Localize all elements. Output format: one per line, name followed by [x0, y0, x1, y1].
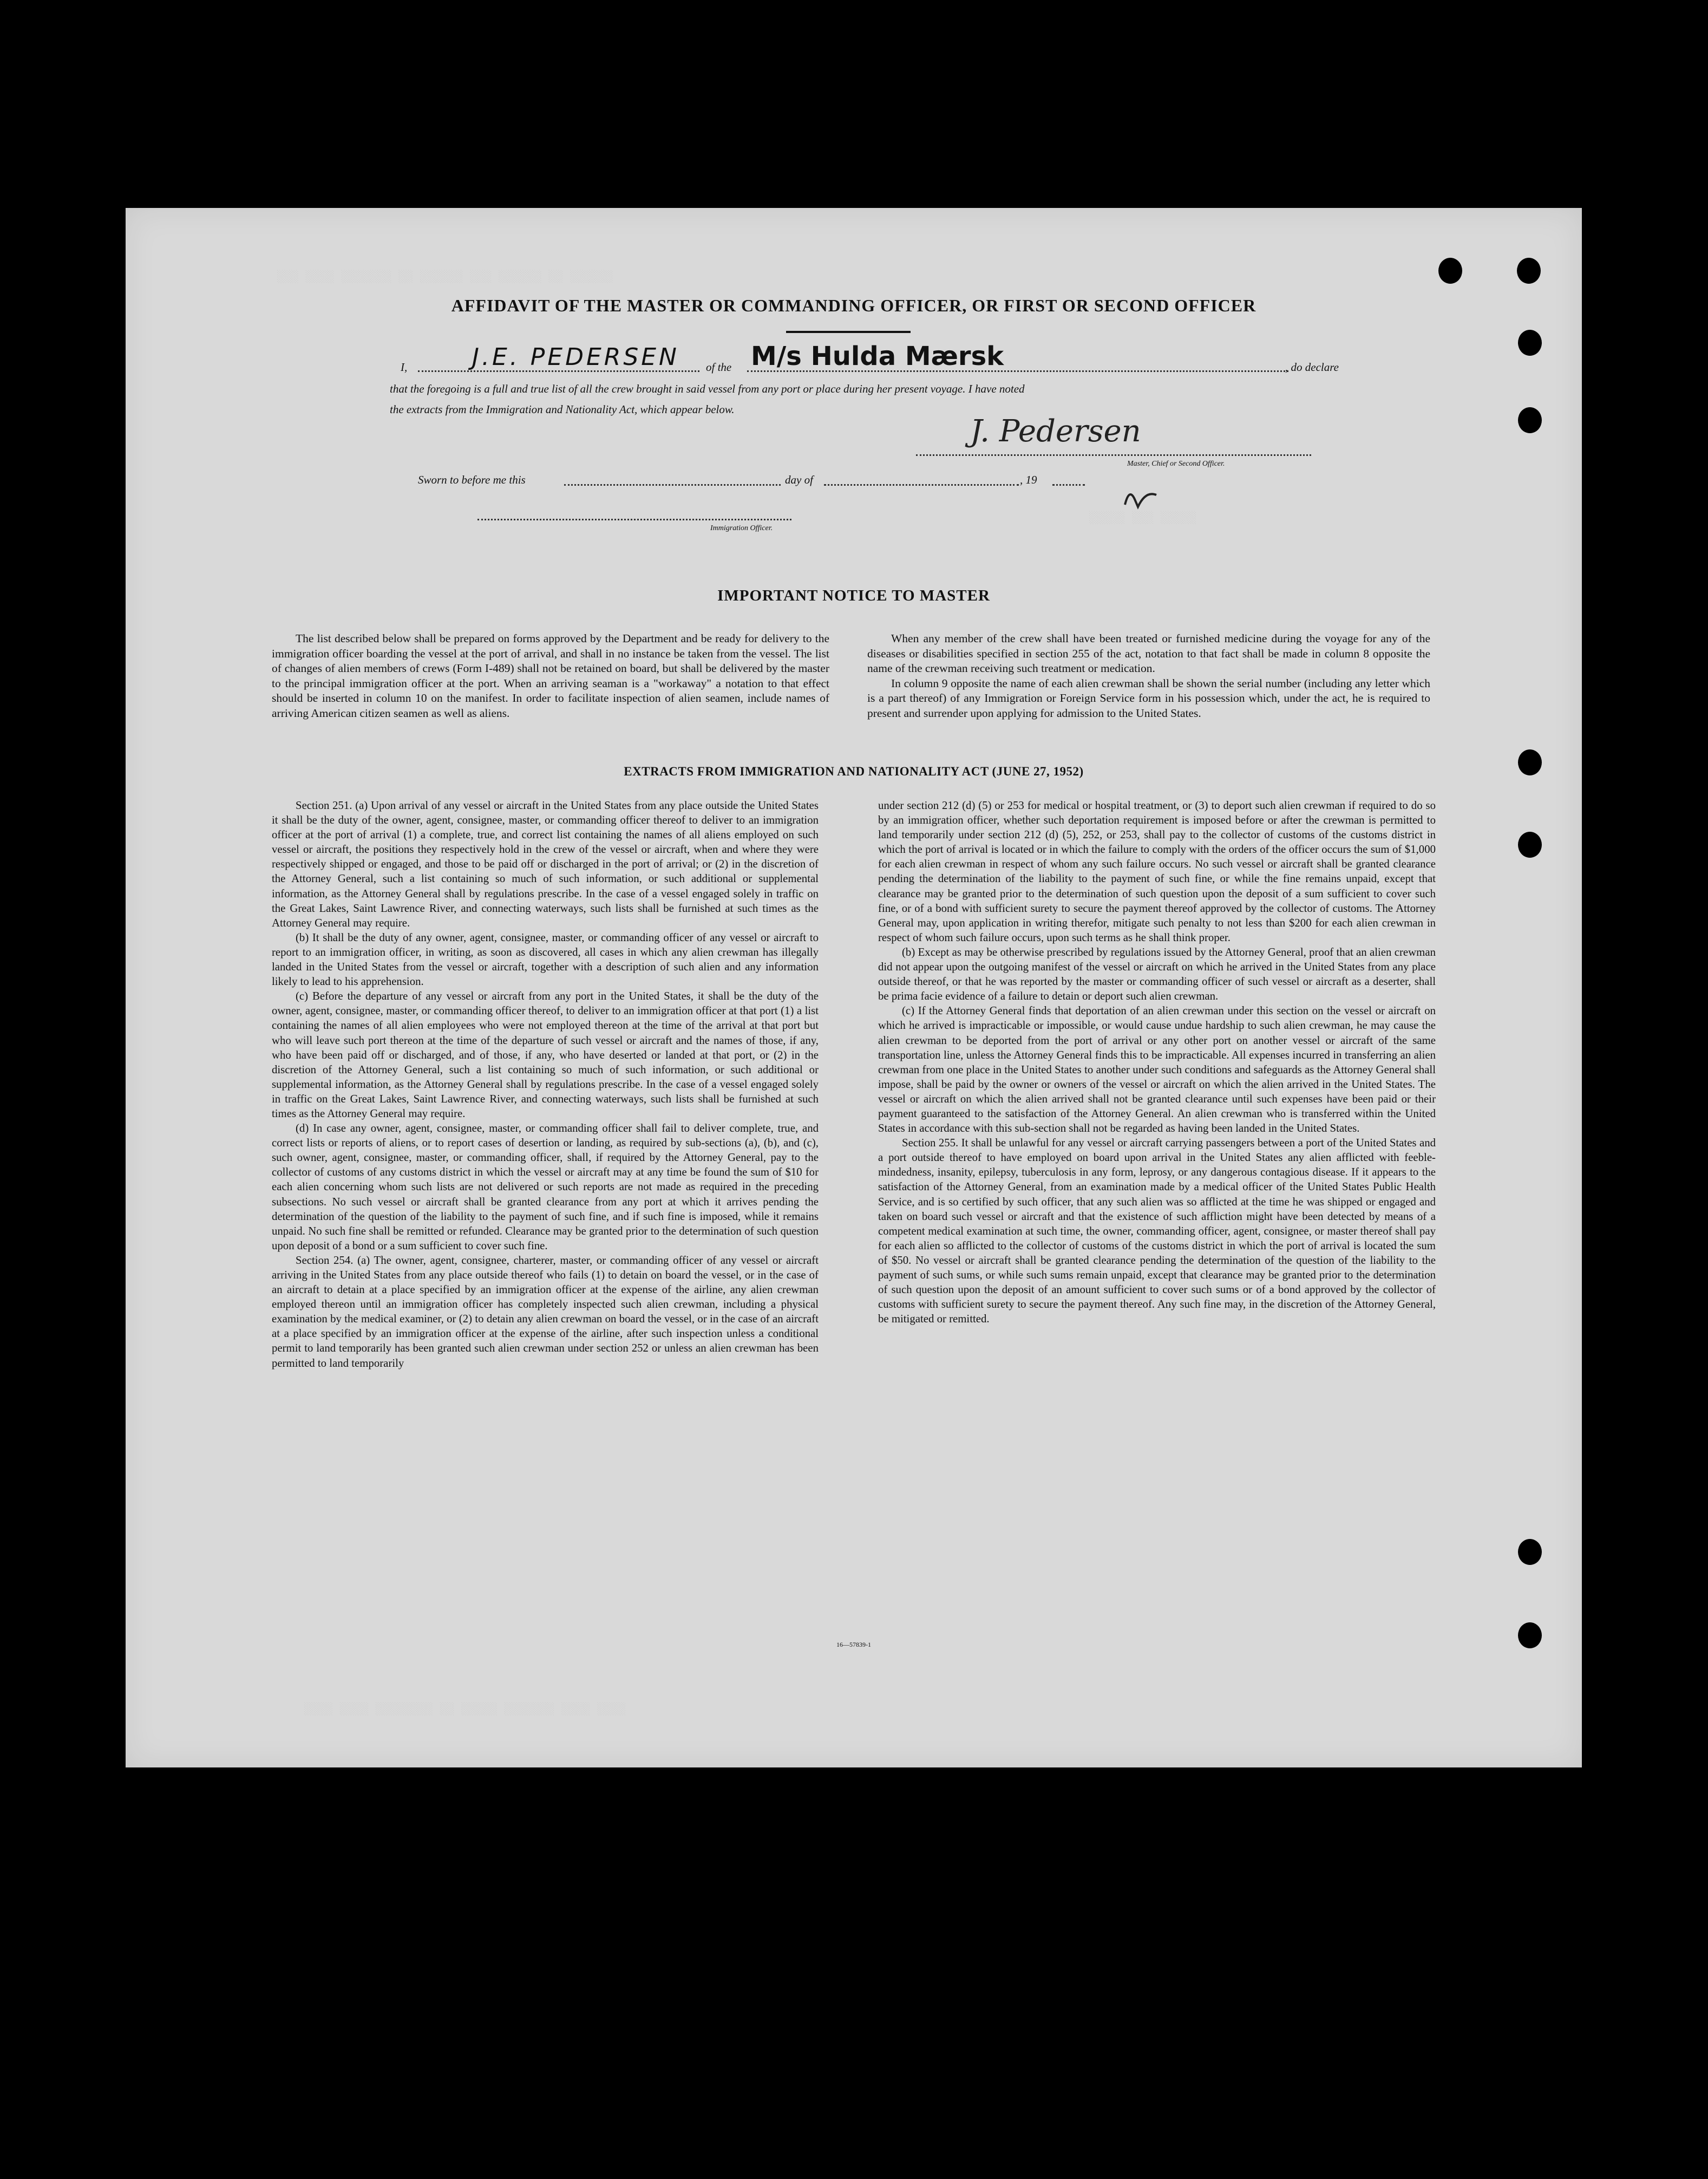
bleed-through-text: ░░░░░ ░░░ ░░░░░ [1089, 511, 1197, 525]
print-code: 16—57839-1 [836, 1641, 871, 1648]
punch-hole [1518, 749, 1542, 775]
i-label: I, [401, 361, 408, 374]
handwritten-initials [1122, 483, 1160, 513]
signature-line [916, 454, 1311, 456]
statute-paragraph: under section 212 (d) (5) or 253 for medical or hospital treatment, or (3) to deport such alien crewman if required to do so by an immigration officer, whether such deportation requirement is imposed before or after the crewman is permitted to land temporarily under section 212 (d) (5), 252, or 253, shall pay to the collector of customs of the customs district in which the port of arrival is located or in which the failure to comply with the orders of the officer occurs the sum of $1,000 for each alien crewman in respect of whom any such failure occurs. No such vessel or aircraft shall be granted clearance pending the determination of the liability to the payment of such fine, or while the fine remains unpaid, except that clearance may be granted prior to the determination of such question upon the deposit of a sum sufficient to cover such fine, or of a bond with sufficient surety to secure the payment thereof approved by the collector of customs. The Attorney General may, upon application in writing therefor, mitigate such penalty to not less than $200 for each alien crewman in respect of whom such failure occurs, upon such terms as he shall think proper. [878, 799, 1436, 944]
of-the-label: of the [706, 361, 732, 374]
declaration-line-3: the extracts from the Immigration and Nationality Act, which appear below. [390, 403, 735, 416]
statute-paragraph: (d) In case any owner, agent, consignee, master, or commanding officer shall fail to deliver complete, true, and correct lists or reports of aliens, or to report cases of desertion or landing, as required by sub-sections (a), (b), and (c), such owner, agent, consignee, master, or commanding officer, shall, if required by the Attorney General, pay to the collector of customs of any customs district in which the vessel or aircraft may at any time be found the sum of $10 for each alien concerning whom such lists are not delivered or such reports are not made as required in the preceding subsections. No such vessel or aircraft shall be granted clearance from any port at which it arrives pending the determination of the question of the liability to the payment of such fine, and if such fine is imposed, while it remains unpaid. No such fine shall be remitted or refunded. Clearance may be granted prior to the determination of such question upon deposit of a bond or a sum sufficient to cover such fine. [272, 1122, 819, 1252]
year-label: , 19 [1020, 473, 1037, 486]
do-declare-label: , do declare [1285, 361, 1339, 374]
extracts-left-column [272, 798, 819, 1371]
bleed-through-text: ░░░░ ░░░░ ░░░░░░░░ ░░ ░░░░░ ░░░░░░░ ░░░░ ░░░░ [304, 1702, 626, 1716]
notice-left-column [272, 631, 829, 721]
statute-paragraph: Section 255. It shall be unlawful for any vessel or aircraft carrying passengers between a port of the United States and a port outside thereof to have employed on board upon arrival in the United States any alien afflicted with feeble-mindedness, insanity, epilepsy, tuberculosis in any form, leprosy, or any dangerous contagious disease. If it appears to the satisfaction of the Attorney General, from an examination made by a medical officer of the United States Public Health Service, and is so certified by such officer, that any such alien was so afflicted at the time he was shipped or engaged and taken on board such vessel or aircraft and that the existence of such affliction might have been detected by means of a competent medical examination at such time, the owner, commanding officer, agent, consignee, or master thereof shall pay for each alien so afflicted to the collector of customs of the customs district in which the port of arrival is located the sum of $50. No vessel or aircraft shall be granted clearance pending the determination of the question of the liability to the payment of such sums, or while such sums remain unpaid, except that clearance may be granted prior to the determination of such question upon the deposit of an amount sufficient to cover such sums or of a bond approved by the collector of customs with sufficient surety to secure the payment thereof. Any such fine may, in the discretion of the Attorney General, be mitigated or remitted. [878, 1137, 1436, 1326]
statute-paragraph: (b) It shall be the duty of any owner, agent, consignee, master, or commanding officer of any vessel or aircraft to report to an immigration officer, in writing, as soon as discovered, all cases in which any alien crewman has illegally landed in the United States from the vessel or aircraft, together with a description of such alien and any information likely to lead to his apprehension. [272, 931, 819, 988]
statute-paragraph: Section 251. (a) Upon arrival of any vessel or aircraft in the United States from any place outside the United States it shall be the duty of the owner, agent, consignee, master, or commanding officer thereof to deliver to an immigration officer at the port of arrival (1) a complete, true, and correct list containing the names of all aliens employed on such vessel or aircraft, the positions they respectively hold in the crew of the vessel or aircraft, when and where they were respectively shipped or engaged, and those to be paid off or discharged in the port of arrival; or (2) in the discretion of the Attorney General, such a list containing so much of such information, or such additional or supplemental information, as the Attorney General shall by regulations prescribe. In the case of a vessel engaged solely in traffic on the Great Lakes, Saint Lawrence River, and connecting waterways, such lists shall be furnished at such times as the Attorney General may require. [272, 799, 819, 929]
day-of-label: day of [785, 473, 813, 486]
immigration-officer-caption: Immigration Officer. [710, 524, 773, 532]
officer-name-handwritten: J.E. PEDERSEN [472, 343, 679, 371]
notice-paragraph: When any member of the crew shall have been treated or furnished medicine during the voyage for any of the diseases or disabilities specified in section 255 of the act, notation to that fact shall be made in column 8 opposite the name of the crewman receiving such treatment or medication. [867, 632, 1430, 675]
master-signature: J. Pedersen [970, 414, 1141, 449]
notice-paragraph: In column 9 opposite the name of each alien crewman shall be shown the serial number (including any letter which is a part thereof) of any Immigration or Foreign Service form in his possession which, under the act, he is required to present and surrender upon applying for admission to the United States. [867, 676, 1430, 720]
declaration-line-2: that the foregoing is a full and true list of all the crew brought in said vessel from any port or place during her present voyage. I have noted [390, 382, 1025, 395]
immigration-officer-line [477, 519, 791, 520]
extracts-right-column [878, 798, 1436, 1326]
notice-paragraph: The list described below shall be prepared on forms approved by the Department and be ready for delivery to the immigration officer boarding the vessel at the port of arrival, and shall in no instance be taken from the vessel. The list of changes of alien members of crews (Form I-489) shall not be retained on board, but shall be delivered by the master to the principal immigration officer at the port. When an arriving seaman is a "workaway" a notation to that effect should be inserted in column 10 on the manifest. In order to facilitate inspection of alien seamen, include names of arriving American citizen seamen as well as aliens. [272, 632, 829, 720]
document-page [126, 208, 1582, 1767]
extracts-title: EXTRACTS FROM IMMIGRATION AND NATIONALITY ACT (JUNE 27, 1952) [624, 765, 1084, 778]
punch-hole [1518, 330, 1542, 356]
statute-paragraph: (c) If the Attorney General finds that deportation of an alien crewman under this section on the vessel or aircraft on which he arrived is impracticable or impossible, or would cause undue hardship to such alien crewman, he may cause the alien crewman to be deported from the port of arrival or any other port on another vessel or aircraft of the same transportation line, unless the Attorney General finds this to be impracticable. All expenses incurred in transferring an alien crewman from one place in the United States to another under such conditions and safeguards as the Attorney General shall impose, shall be paid by the owner or owners of the vessel or aircraft on which the alien arrived in the United States. The vessel or aircraft on which the alien arrived shall not be granted clearance until such expenses have been paid or their payment guaranteed to the satisfaction of the Attorney General. An alien crewman who is transferred within the United States in accordance with this sub-section shall not be regarded as having been landed in the United States. [878, 1004, 1436, 1135]
punch-hole [1518, 832, 1542, 858]
affidavit-title: AFFIDAVIT OF THE MASTER OR COMMANDING OFFICER, OR FIRST OR SECOND OFFICER [451, 296, 1257, 315]
bleed-through-text: ░░░ ░░░░ ░░░░░░░ ░░ ░░░░░░ ░░░ ░░░░░░ ░░ ░░░░░░ [277, 270, 613, 284]
punch-hole [1518, 1622, 1542, 1648]
master-caption: Master, Chief or Second Officer. [1127, 460, 1225, 468]
punch-hole [1517, 258, 1541, 284]
punch-hole [1518, 1539, 1542, 1565]
notice-title: IMPORTANT NOTICE TO MASTER [717, 587, 990, 604]
sworn-year-line [1052, 484, 1085, 486]
sworn-month-line [824, 484, 1019, 486]
vessel-name-stamp: M/s Hulda Mærsk [751, 341, 1004, 371]
punch-hole [1518, 407, 1542, 433]
statute-paragraph: (b) Except as may be otherwise prescribed by regulations issued by the Attorney General, proof that an alien crewman did not appear upon the outgoing manifest of the vessel or aircraft on which he arrived in the United States from any place outside thereof, or that he was reported by the master or commanding officer of such vessel or aircraft as a deserter, shall be prima facie evidence of a failure to detain or deport such alien crewman. [878, 945, 1436, 1003]
title-divider [786, 331, 911, 333]
statute-paragraph: (c) Before the departure of any vessel or aircraft from any port in the United States, it shall be the duty of the owner, agent, consignee, master, or commanding officer thereof, to deliver to an immigration officer at that port (1) a list containing the names of all alien employees who were not employed thereon at the time of the arrival at that port but who will leave such port thereon at the time of the departure of such vessel or aircraft and the names of those, if any, who have been paid off or discharged, and of those, if any, who have deserted or landed at that port, or (2) in the discretion of the Attorney General, such a list containing so much of such information, or such additional or supplemental information, as the Attorney General shall by regulations prescribe. In the case of a vessel engaged solely in traffic on the Great Lakes, Saint Lawrence River, and connecting waterways, such lists shall be furnished at such times as the Attorney General may require. [272, 990, 819, 1120]
sworn-label: Sworn to before me this [418, 473, 526, 486]
statute-paragraph: Section 254. (a) The owner, agent, consignee, charterer, master, or commanding officer of any vessel or aircraft arriving in the United States from any place outside thereof who fails (1) to detain on board the vessel, or in the case of an aircraft to detain at a place specified by an immigration officer at the expense of the airline, any alien crewman employed thereon until an immigration officer has completely inspected such alien crewman, including a physical examination by the medical examiner, or (2) to detain any alien crewman on board the vessel, or in the case of an aircraft at a place specified by an immigration officer at the expense of the airline, after such inspection unless a conditional permit to land temporarily has been granted such alien crewman under section 252 or unless an alien crewman has been permitted to land temporarily [272, 1254, 819, 1369]
notice-right-column [867, 631, 1430, 721]
sworn-day-line [564, 484, 781, 486]
punch-hole [1438, 258, 1462, 284]
